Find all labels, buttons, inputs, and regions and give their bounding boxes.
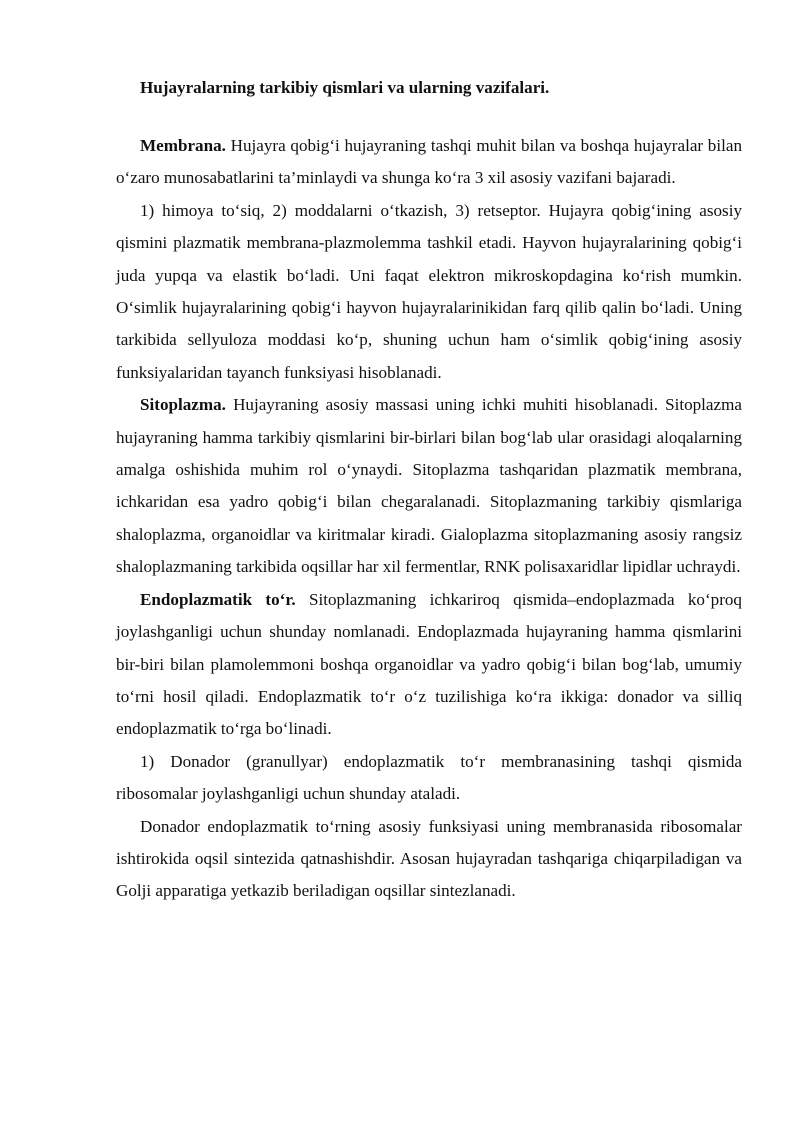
paragraph-membrana xyxy=(116,130,742,195)
heading-membrana: Membrana. xyxy=(140,136,226,155)
paragraph-membrana-functions xyxy=(116,195,742,389)
heading-sitoplazma: Sitoplazma. xyxy=(140,395,226,415)
paragraph-text: Hujayraning asosiy massasi uning ichki muhiti hisoblanadi. Sitoplazma hujayraning hamma tarkibiy qismlarini bir-birlari bilan bog‘lab ular orasidagi aloqalarning amalga oshishida muhim rol o‘ynaydi. Sitoplazma tashqaridan plazmatik membrana, ichkaridan esa yadro qobig‘i bilan chegaralanadi. Sitoplazmaning tarkibiy qismlariga shaloplazma, organoidlar va kiritmalar kiradi. Gialoplazma sitoplazmaning asosiy rangsiz shaloplazmaning tarkibida oqsillar har xil fermentlar, RNK polisaxaridlar lipidlar uchraydi. xyxy=(116,395,742,577)
paragraph-donador-function xyxy=(116,811,742,908)
paragraph-donador-definition xyxy=(116,746,742,811)
paragraph-text: 1) himoya to‘siq, 2) moddalarni o‘tkazish, 3) retseptor. Hujayra qobig‘ining asosiy qismini plazmatik membrana-plazmolemma tashkil etadi. Hayvon hujayralarining qobig‘i juda yupqa va elastik bo‘ladi. Uni faqat elektron mikroskopdagina ko‘rish mumkin. O‘simlik hujayralarining qobig‘i hayvon hujayralarinikidan farq qilib qalin bo‘ladi. Uning tarkibida sellyuloza moddasi ko‘p, shuning uchun ham o‘simlik qobig‘ining asosiy funksiyalaridan tayanch funksiyasi hisoblanadi. xyxy=(116,200,742,382)
document-page xyxy=(116,76,742,908)
paragraph-text: Donador endoplazmatik to‘rning asosiy funksiyasi uning membranasida ribosomalar ishtirokida oqsil sintezida qatnashishdir. Asosan hujayradan tashqariga chiqarpiladigan va Golji apparatiga yetkazib beriladigan oqsillar sintezlanadi. xyxy=(116,816,742,901)
paragraph-text: Sitoplazmaning ichkariroq qismida–endoplazmada ko‘proq joylashganligi uchun shunday nomlanadi. Endoplazmada hujayraning hamma qismlarini bir-biri bilan plamolemmoni boshqa organoidlar va yadro qobig‘i bilan bog‘lab, umumiy to‘rni hosil qiladi. Endoplazmatik to‘r o‘z tuzilishiga ko‘ra ikkiga: donador va silliq endoplazmatik to‘rga bo‘linadi. xyxy=(116,589,742,739)
paragraph-text: Hujayra qobig‘i hujayraning tashqi muhit bilan va boshqa hujayralar bilan o‘zaro munosabatlarini ta’minlaydi va shunga ko‘ra 3 xil asosiy vazifani bajaradi. xyxy=(116,136,742,188)
heading-endoplazmatik: Endoplazmatik to‘r. xyxy=(140,589,296,609)
paragraph-sitoplazma xyxy=(116,389,742,583)
document-title: Hujayralarning tarkibiy qismlari va ularning vazifalari. xyxy=(140,78,550,97)
paragraph-endoplazmatik xyxy=(116,584,742,746)
paragraph-text: 1) Donador (granullyar) endoplazmatik to‘r membranasining tashqi qismida ribosomalar joylashganligi uchun shunday ataladi. xyxy=(116,751,742,804)
